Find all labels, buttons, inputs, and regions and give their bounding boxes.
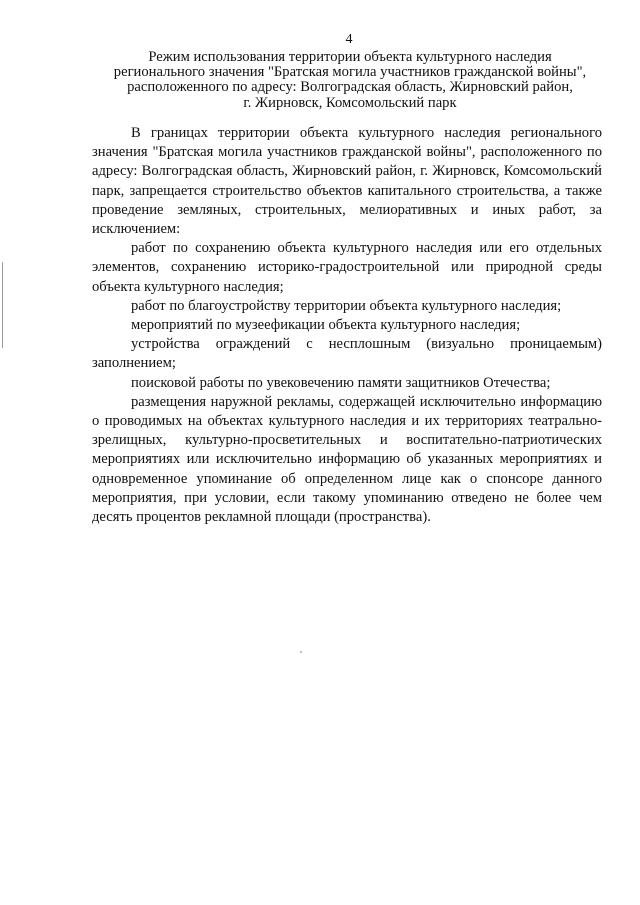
title-line: расположенного по адресу: Волгоградская область, Жирновский район, bbox=[127, 79, 573, 96]
exception-item: работ по благоустройству территории объекта культурного наследия; bbox=[131, 297, 562, 314]
title-line: г. Жирновск, Комсомольский парк bbox=[243, 94, 457, 111]
scan-edge-mark bbox=[2, 262, 3, 348]
exception-item: размещения наружной рекламы, содержащей исключительно информацию о проводимых на объектах культурного наследия и их территориях театрально-зрелищных, культурно-просветительных и воспитательно-патриотических мероприятиях или исключительно информацию об указанных мероприятиях и одновременное упоминание об определенном лице как о спонсоре данного мероприятия, при условии, если такому упоминанию отведено не более чем десять процентов рекламной площади (пространства). bbox=[92, 393, 602, 526]
exception-item: работ по сохранению объекта культурного наследия или его отдельных элементов, сохранению историко-градостроительной или природной среды объекта культурного наследия; bbox=[92, 240, 602, 295]
title-line: регионального значения "Братская могила участников гражданской войны", bbox=[113, 64, 587, 81]
scan-speck bbox=[300, 651, 302, 653]
intro-paragraph: В границах территории объекта культурного наследия регионального значения "Братская могила участников гражданской войны", расположенного по адресу: Волгоградская область, Жирновский район, г. Жирновск, Комсомольский парк, запрещается строительство объектов капитального строительства, а также проведение земляных, строительных, мелиоративных и иных работ, за исключением: bbox=[92, 125, 602, 238]
exception-item: мероприятий по музеефикации объекта культурного наследия; bbox=[131, 317, 521, 334]
exception-item: поисковой работы по увековечению памяти защитников Отечества; bbox=[131, 374, 551, 391]
document-title bbox=[95, 50, 605, 111]
title-line: Режим использования территории объекта культурного наследия bbox=[148, 49, 552, 65]
page-number: 4 bbox=[345, 32, 353, 47]
document-body bbox=[92, 124, 602, 527]
exception-item: устройства ограждений с несплошным (визуально проницаемым) заполнением; bbox=[92, 336, 602, 372]
